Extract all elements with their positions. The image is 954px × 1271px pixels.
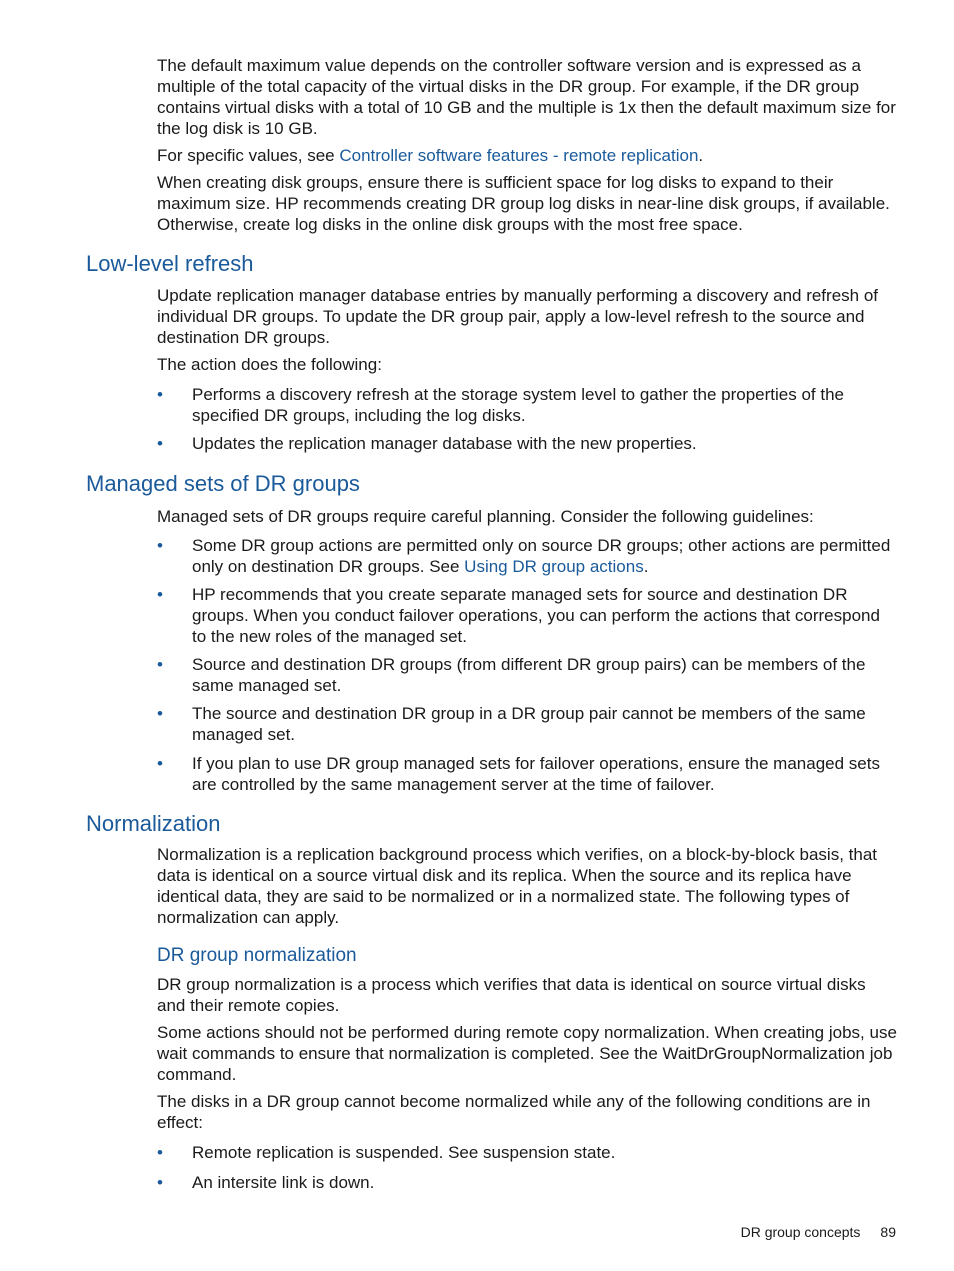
normalization-paragraph-2: DR group normalization is a process which verifies that data is identical on source virtual disks and their remote copies. [157,975,866,1015]
heading-normalization: Normalization [86,811,221,836]
bullet-icon: • [157,585,163,604]
footer-section-title: DR group concepts [740,1224,861,1240]
list-item-text: HP recommends that you create separate managed sets for source and destination DR groups. When you conduct failover operations, you can perform the actions that correspond to the new roles of the managed set. [192,585,880,646]
bullet-icon: • [157,385,163,404]
bullet-icon: • [157,536,163,555]
low-level-paragraph-2: The action does the following: [157,355,382,374]
list-item-text: An intersite link is down. [192,1173,375,1192]
bullet-icon: • [157,1173,163,1192]
bullet-icon: • [157,704,163,723]
heading-dr-group-normalization: DR group normalization [157,945,357,966]
normalization-paragraph-4: The disks in a DR group cannot become normalized while any of the following conditions are in effect: [157,1092,871,1132]
bullet-icon: • [157,754,163,773]
list-item-text: The source and destination DR group in a DR group pair cannot be members of the same managed set. [192,704,866,744]
bullet-icon: • [157,655,163,674]
text: . [698,146,704,165]
heading-managed-sets: Managed sets of DR groups [86,471,360,496]
list-item-text [192,535,897,577]
using-dr-group-actions-link[interactable]: Using DR group actions [464,557,644,576]
list-item-text: Remote replication is suspended. See suspension state. [192,1143,616,1162]
list-item-text: Performs a discovery refresh at the storage system level to gather the properties of the specified DR groups, including the log disks. [192,385,844,425]
list-item-text: If you plan to use DR group managed sets for failover operations, ensure the managed sets are controlled by the same management server at the time of failover. [192,754,880,794]
list-item-text: Source and destination DR groups (from different DR group pairs) can be members of the same managed set. [192,655,866,695]
page-footer [741,1223,896,1241]
intro-paragraph-1: The default maximum value depends on the controller software version and is expressed as a multiple of the total capacity of the virtual disks in the DR group. For example, if the DR group contains virtual disks with a total of 10 GB and the multiple is 1x then the default maximum size for the log disk is 10 GB. [157,56,896,138]
normalization-paragraph-3: Some actions should not be performed during remote copy normalization. When creating jobs, use wait commands to ensure that normalization is completed. See the WaitDrGroupNormalization job command. [157,1023,897,1084]
intro-paragraph-2 [157,145,897,166]
list-item-text: Updates the replication manager database with the new properties. [192,434,697,453]
bullet-icon: • [157,1143,163,1162]
controller-features-link[interactable]: Controller software features - remote replication [339,146,699,165]
text: Some DR group actions are permitted only on source DR groups; other actions are permitted only on destination DR groups. See [192,536,891,576]
bullet-icon: • [157,434,163,453]
text: . [643,557,649,576]
text: For specific values, see [157,146,340,165]
page-number: 89 [880,1224,896,1240]
normalization-paragraph-1: Normalization is a replication background process which verifies, on a block-by-block basis, that data is identical on a source virtual disk and its replica. When the source and its replica have identical data, they are said to be normalized or in a normalized state. The following types of normalization can apply. [157,845,878,927]
low-level-paragraph-1: Update replication manager database entries by manually performing a discovery and refresh of individual DR groups. To update the DR group pair, apply a low-level refresh to the source and destination DR groups. [157,286,879,347]
intro-paragraph-3: When creating disk groups, ensure there is sufficient space for log disks to expand to their maximum size. HP recommends creating DR group log disks in near-line disk groups, if available. Otherwise, create log disks in the online disk groups with the most free space. [157,173,890,234]
heading-low-level-refresh: Low-level refresh [86,251,254,276]
managed-sets-paragraph-1: Managed sets of DR groups require careful planning. Consider the following guidelines: [157,507,814,526]
